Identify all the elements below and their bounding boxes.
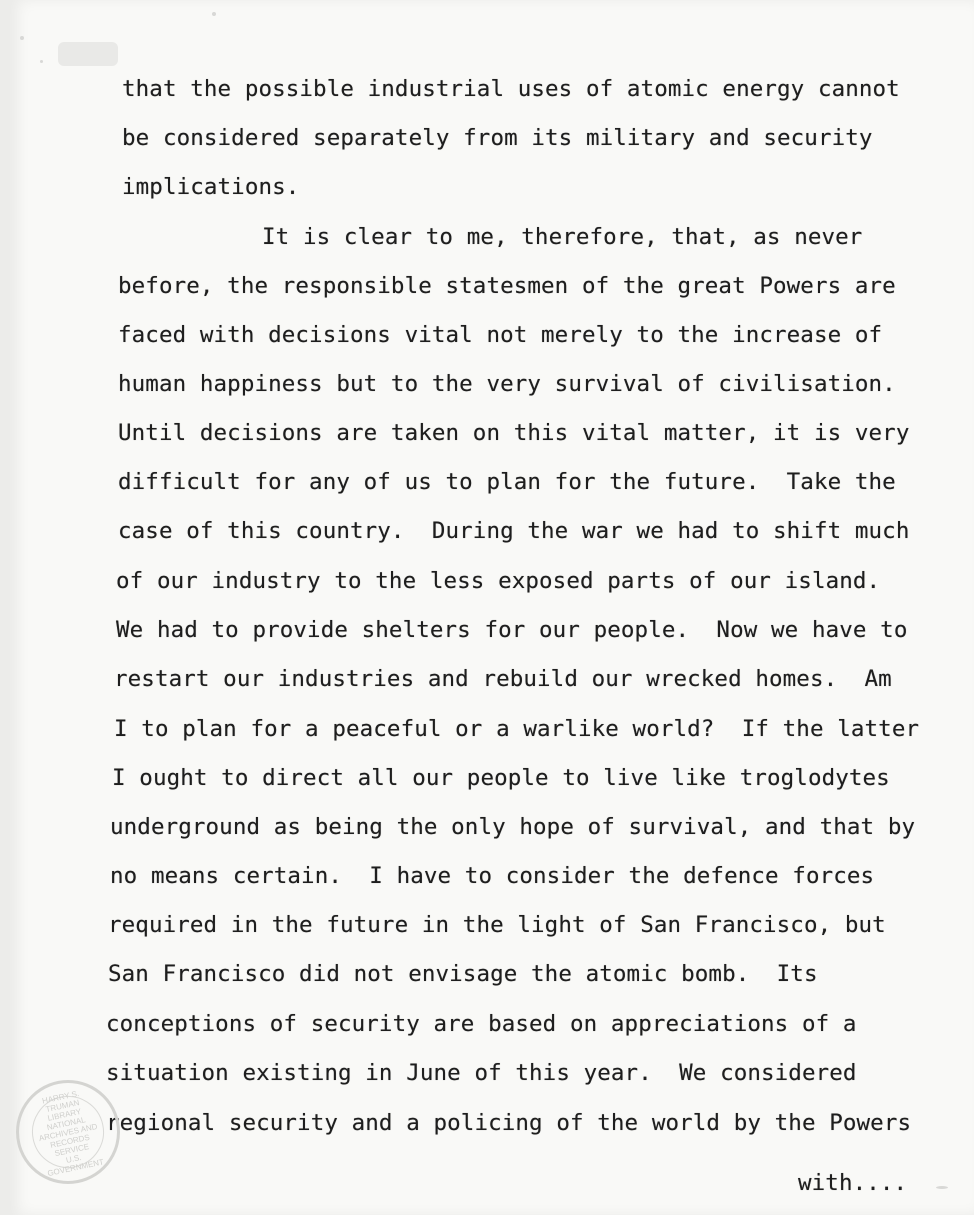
text-line: restart our industries and rebuild our wrecked homes. Am bbox=[114, 666, 892, 692]
text-line: conceptions of security are based on appreciations of a bbox=[106, 1011, 857, 1037]
archive-stamp-text: HARRY S. TRUMAN LIBRARY NATIONAL ARCHIVES AND RECORDS SERVICE U.S. GOVERNMENT bbox=[25, 1089, 110, 1174]
text-line: difficult for any of us to plan for the future. Take the bbox=[118, 469, 896, 495]
text-line: It is clear to me, therefore, that, as never bbox=[262, 224, 863, 250]
text-line: San Francisco did not envisage the atomic bomb. Its bbox=[108, 961, 818, 987]
text-line: that the possible industrial uses of atomic energy cannot bbox=[122, 76, 900, 102]
page-speck bbox=[936, 1186, 948, 1189]
text-line: regional security and a policing of the world by the Powers bbox=[106, 1110, 912, 1136]
text-line: case of this country. During the war we had to shift much bbox=[118, 518, 910, 544]
catchword: with.... bbox=[798, 1170, 908, 1196]
text-line: I ought to direct all our people to live like troglodytes bbox=[112, 765, 890, 791]
archive-mark bbox=[58, 42, 118, 66]
text-line: We had to provide shelters for our people. Now we have to bbox=[116, 617, 908, 643]
text-line: human happiness but to the very survival of civilisation. bbox=[118, 371, 896, 397]
page-speck bbox=[40, 60, 43, 63]
text-line: faced with decisions vital not merely to the increase of bbox=[118, 322, 883, 348]
text-line: implications. bbox=[122, 174, 300, 200]
text-line: Until decisions are taken on this vital matter, it is very bbox=[118, 420, 910, 446]
text-line: be considered separately from its military and security bbox=[122, 125, 873, 151]
page-speck bbox=[212, 12, 216, 16]
text-line: underground as being the only hope of survival, and that by bbox=[110, 814, 916, 840]
text-line: before, the responsible statesmen of the great Powers are bbox=[118, 273, 896, 299]
text-line: I to plan for a peaceful or a warlike world? If the latter bbox=[114, 716, 920, 742]
text-line: no means certain. I have to consider the defence forces bbox=[110, 863, 875, 889]
archive-stamp bbox=[16, 1080, 120, 1184]
text-line: of our industry to the less exposed parts of our island. bbox=[116, 568, 881, 594]
page-speck bbox=[20, 36, 24, 40]
text-line: situation existing in June of this year. We considered bbox=[106, 1060, 857, 1086]
text-line: required in the future in the light of San Francisco, but bbox=[108, 912, 886, 938]
